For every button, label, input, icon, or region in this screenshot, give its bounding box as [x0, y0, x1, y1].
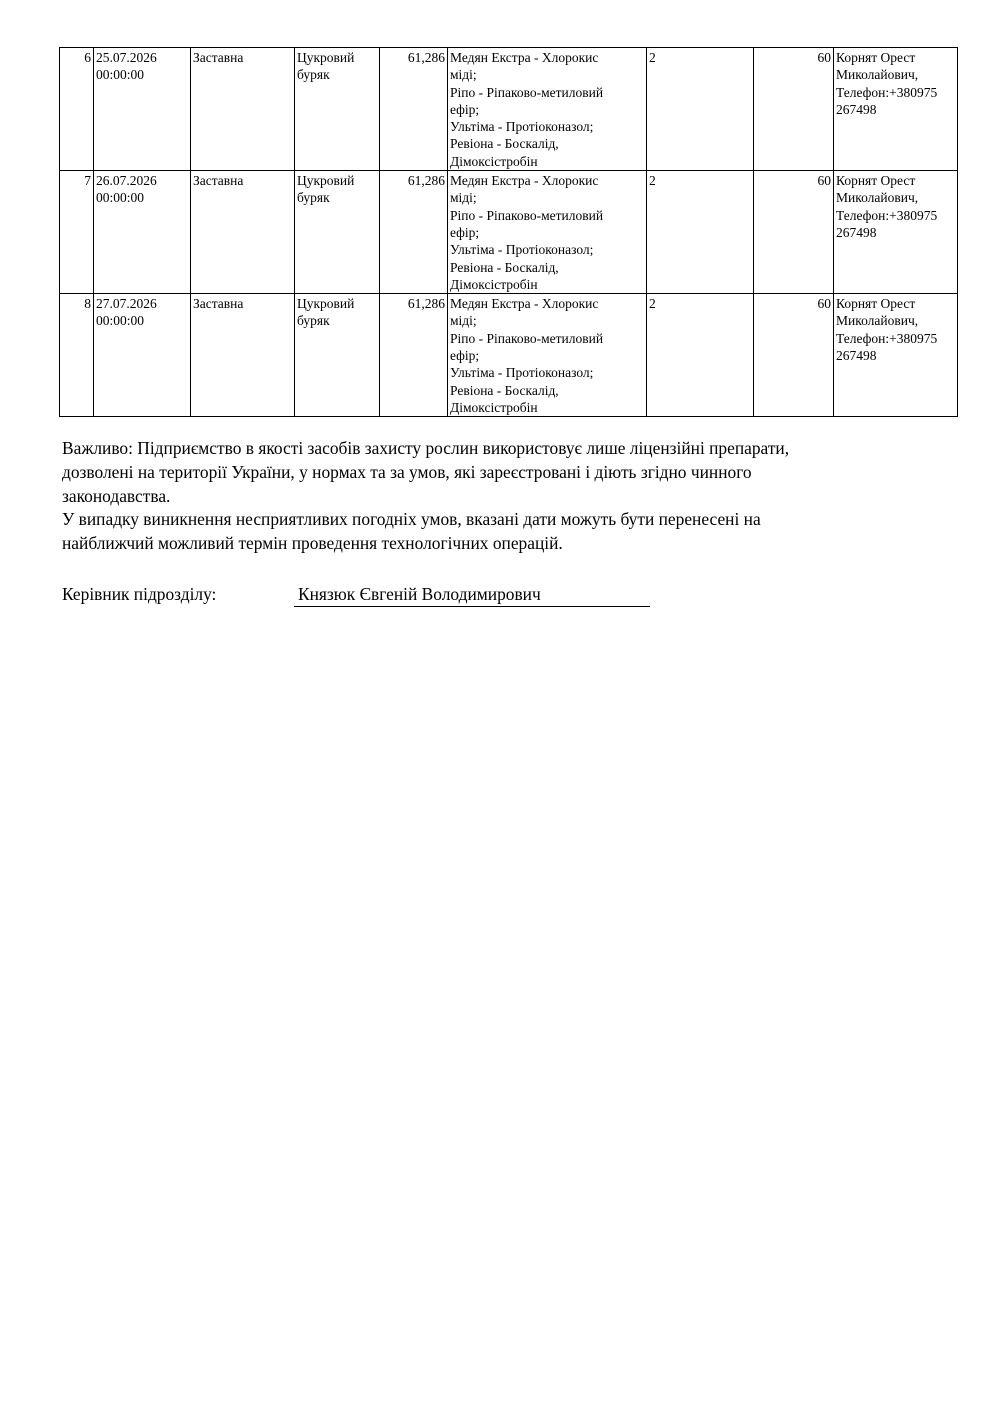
time-text: 00:00:00	[96, 67, 145, 83]
crop-line: буряк	[297, 67, 330, 83]
drugs-cell	[448, 171, 647, 294]
table-row	[60, 48, 958, 171]
drug-line: ефір;	[450, 224, 480, 240]
drugs-cell	[448, 294, 647, 417]
crop-line: Цукровий	[297, 173, 355, 189]
crop-cell	[295, 294, 380, 417]
notice-line: Важливо: Підприємство в якості засобів захисту рослин використовує лише ліцензійні препарати,	[62, 438, 790, 458]
notice-line: дозволені на території України, у нормах та за умов, які зареєстровані і діють згідно чинного	[62, 461, 752, 482]
area-cell: 61,286	[380, 48, 448, 171]
contact-cell	[834, 171, 958, 294]
drug-line: міді;	[450, 67, 477, 83]
crop-cell	[295, 171, 380, 294]
drug-line: Медян Екстра - Хлорокис	[450, 173, 599, 189]
row-number-cell: 7	[60, 171, 94, 294]
column-8-cell: 60	[754, 48, 834, 171]
date-cell	[94, 48, 191, 171]
column-7-cell: 2	[647, 171, 754, 294]
crop-line: Цукровий	[297, 296, 355, 312]
drug-line: Дімоксістробін	[450, 399, 538, 415]
contact-line: Миколайович,	[836, 313, 919, 329]
time-text: 00:00:00	[96, 313, 145, 329]
table-body	[60, 48, 958, 417]
crop-cell	[295, 48, 380, 171]
notice-line: законодавства.	[62, 485, 171, 506]
contact-line: Корнят Орест	[836, 50, 916, 65]
crop-line: буряк	[297, 313, 330, 329]
drug-line: Ревіона - Боскалід,	[450, 136, 559, 152]
notice-line: У випадку виникнення несприятливих погодніх умов, вказані дати можуть бути перенесені на	[62, 509, 761, 530]
contact-line: Телефон:+380975	[836, 207, 938, 223]
drug-line: ефір;	[450, 348, 480, 364]
contact-line: Телефон:+380975	[836, 84, 938, 100]
drug-line: Ревіона - Боскалід,	[450, 259, 559, 275]
contact-line: Корнят Орест	[836, 173, 916, 189]
contact-line: 267498	[836, 101, 877, 117]
date-cell	[94, 171, 191, 294]
contact-cell	[834, 48, 958, 171]
operation-type-cell: Заставна	[191, 171, 295, 294]
column-8-cell: 60	[754, 294, 834, 417]
drug-line: Ревіона - Боскалід,	[450, 382, 559, 398]
table-row	[60, 294, 958, 417]
drug-line: Дімоксістробін	[450, 153, 538, 169]
crop-line: буряк	[297, 190, 330, 206]
column-7-cell: 2	[647, 48, 754, 171]
column-8-cell: 60	[754, 171, 834, 294]
signature-label: Керівник підрозділу:	[62, 584, 217, 604]
operation-type-cell: Заставна	[191, 48, 295, 171]
contact-line: Телефон:+380975	[836, 330, 938, 346]
drug-line: Ріпо - Ріпаково-метиловий	[450, 207, 604, 223]
contact-cell	[834, 294, 958, 417]
contact-line: Корнят Орест	[836, 296, 916, 312]
contact-line: 267498	[836, 224, 877, 240]
table-row	[60, 171, 958, 294]
row-number-cell: 6	[60, 48, 94, 171]
drug-line: Ультіма - Протіоконазол;	[450, 119, 594, 135]
time-text: 00:00:00	[96, 190, 145, 206]
drug-line: міді;	[450, 190, 477, 206]
drug-line: Ріпо - Ріпаково-метиловий	[450, 84, 604, 100]
column-7-cell: 2	[647, 294, 754, 417]
operation-type-cell: Заставна	[191, 294, 295, 417]
drug-line: ефір;	[450, 101, 480, 117]
date-cell	[94, 294, 191, 417]
drug-line: Ріпо - Ріпаково-метиловий	[450, 330, 604, 346]
date-text: 26.07.2026	[96, 173, 157, 189]
drug-line: Медян Екстра - Хлорокис	[450, 296, 599, 312]
signature-name: Князюк Євгеній Володимирович	[294, 582, 650, 607]
date-text: 27.07.2026	[96, 296, 157, 312]
area-cell: 61,286	[380, 171, 448, 294]
drug-line: міді;	[450, 313, 477, 329]
drug-line: Медян Екстра - Хлорокис	[450, 50, 599, 65]
notice-line: найближчий можливий термін проведення технологічних операцій.	[62, 533, 563, 554]
crop-line: Цукровий	[297, 50, 355, 65]
treatment-schedule-table	[59, 47, 958, 417]
drug-line: Дімоксістробін	[450, 276, 538, 292]
drugs-cell	[448, 48, 647, 171]
area-cell: 61,286	[380, 294, 448, 417]
contact-line: Миколайович,	[836, 190, 919, 206]
drug-line: Ультіма - Протіоконазол;	[450, 365, 594, 381]
row-number-cell: 8	[60, 294, 94, 417]
contact-line: 267498	[836, 348, 877, 364]
drug-line: Ультіма - Протіоконазол;	[450, 242, 594, 258]
contact-line: Миколайович,	[836, 67, 919, 83]
date-text: 25.07.2026	[96, 50, 157, 65]
important-notice	[62, 437, 942, 556]
